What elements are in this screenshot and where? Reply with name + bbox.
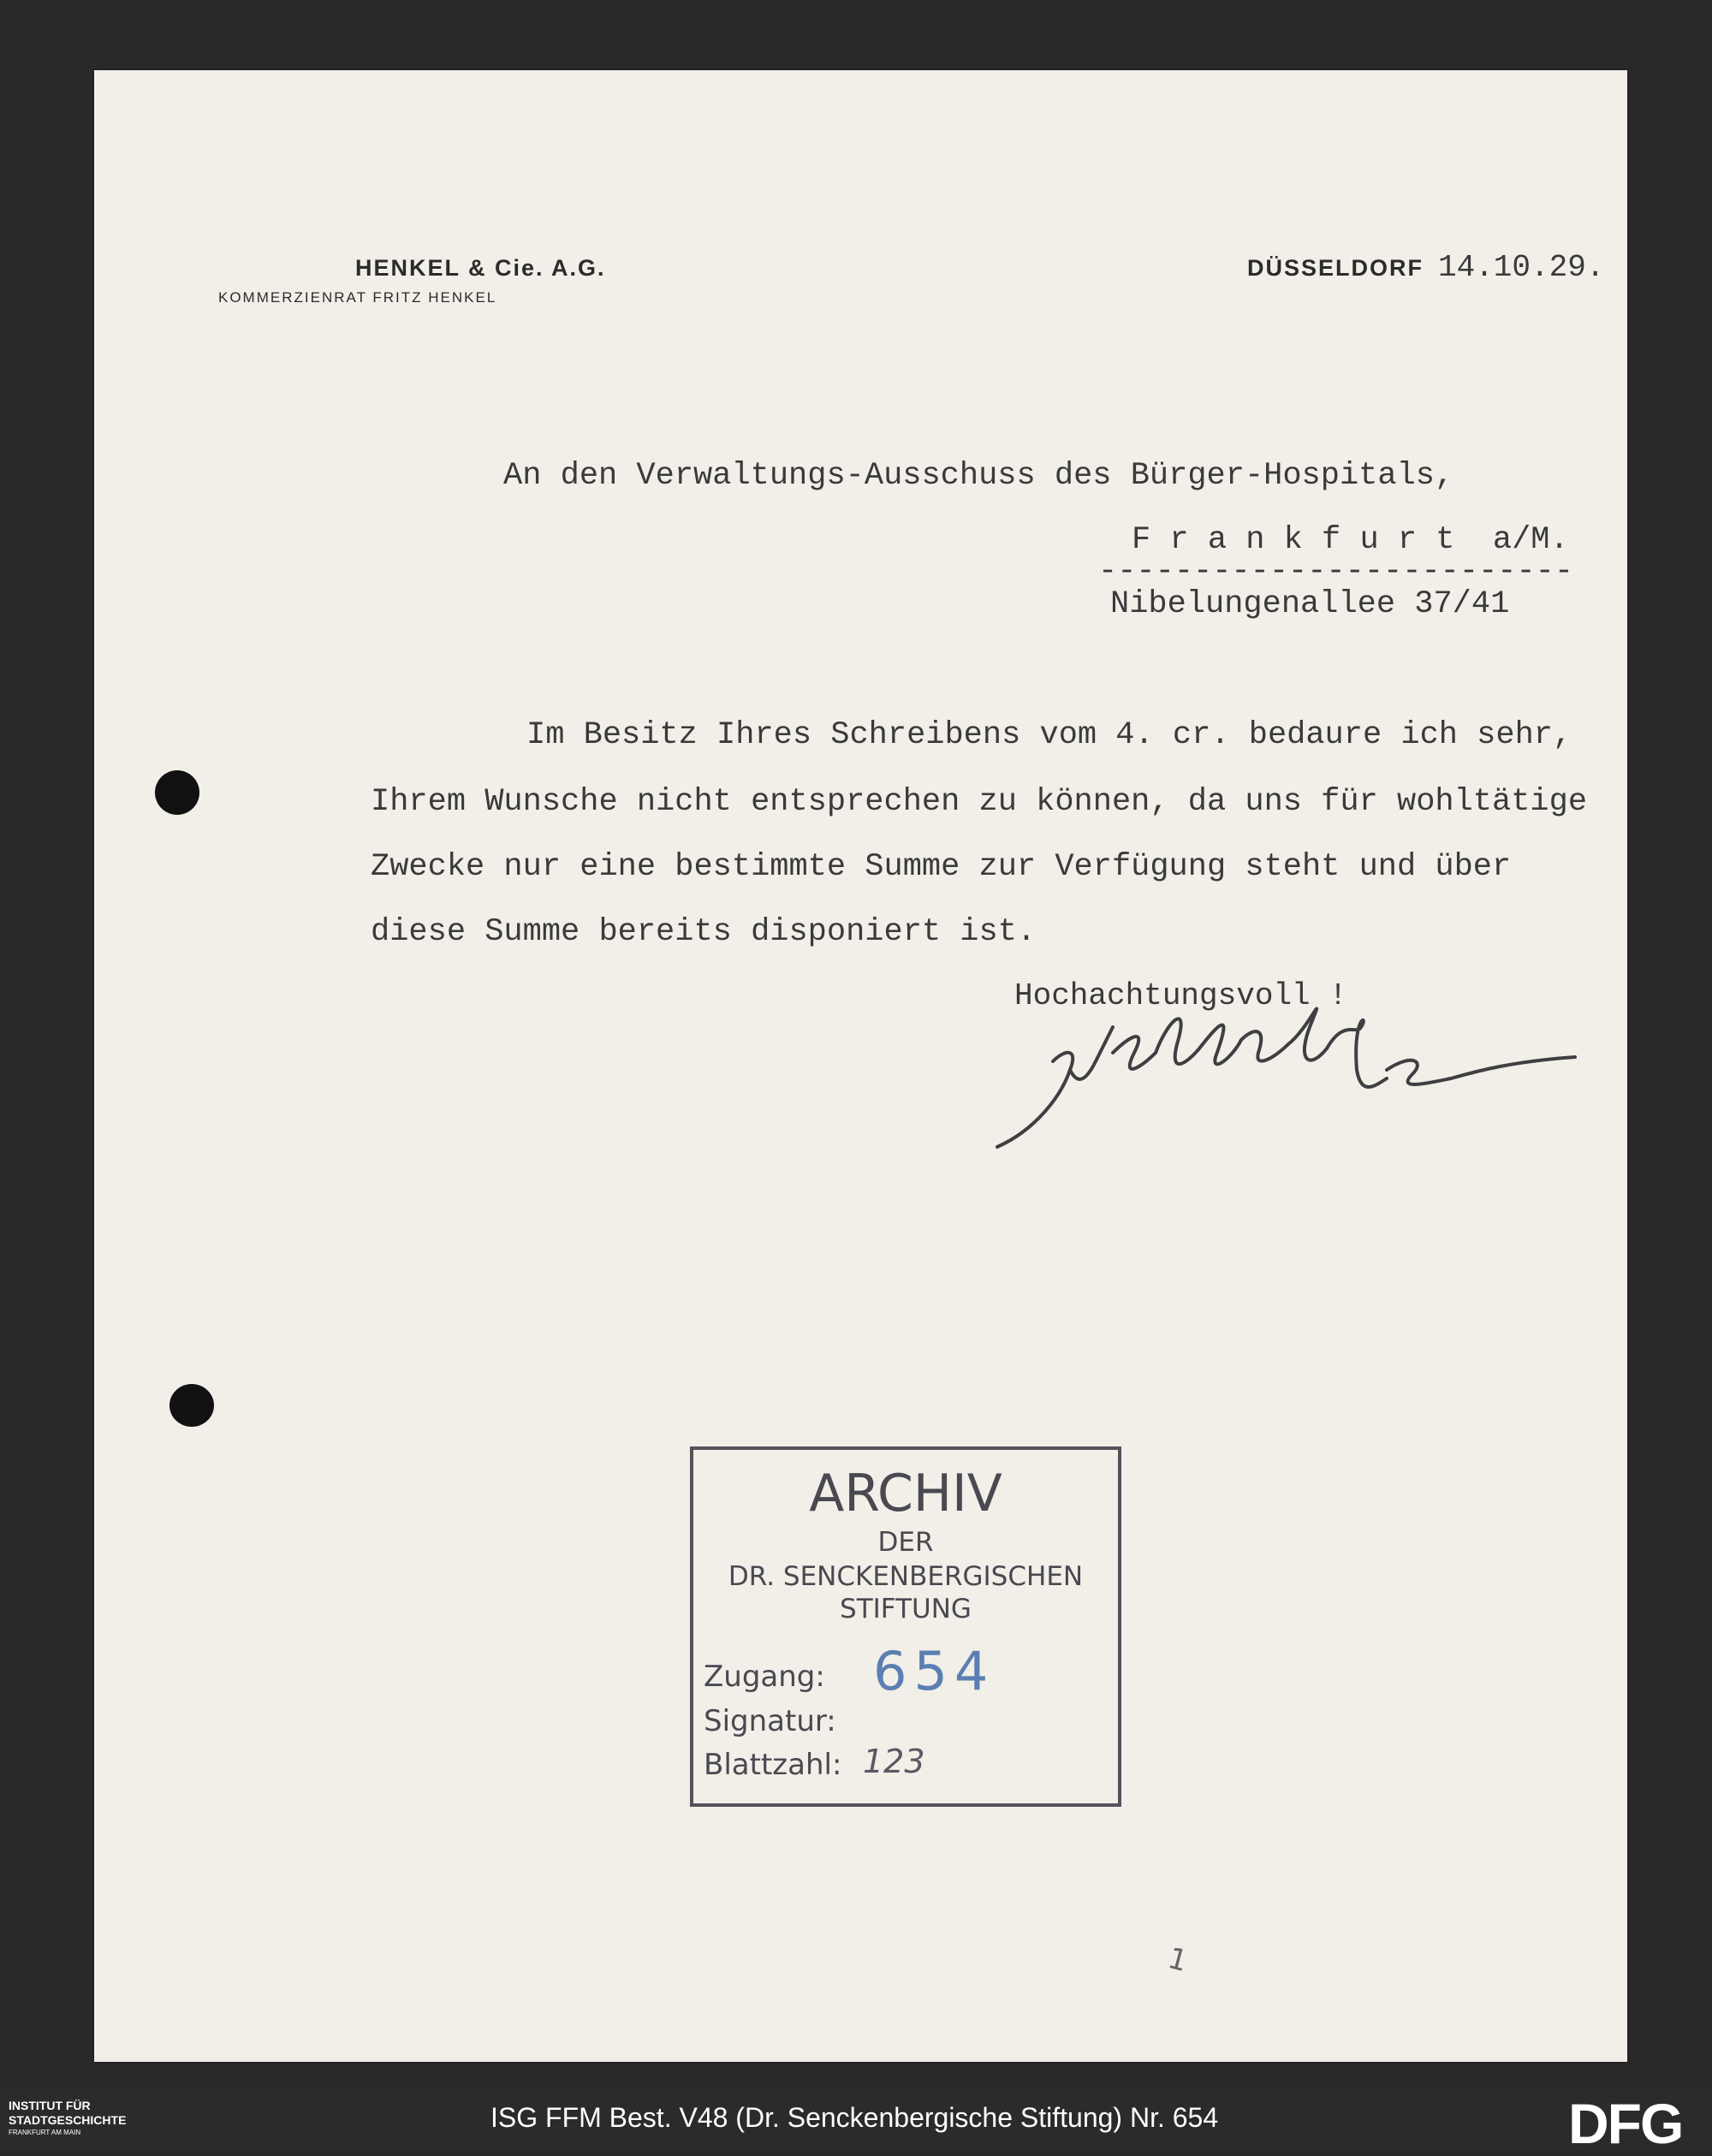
footer-institute-line-2: STADTGESCHICHTE (9, 2113, 127, 2127)
recipient-underline: ------------------------- (1098, 554, 1574, 590)
letterhead-person: KOMMERZIENRAT FRITZ HENKEL (218, 289, 497, 306)
stamp-line-1: DER (877, 1527, 934, 1558)
recipient-street: Nibelungenallee 37/41 (1110, 586, 1510, 622)
page-number-mark: 1 (1164, 1940, 1192, 1980)
footer-institute-line-3: FRANKFURT AM MAIN (9, 2129, 81, 2136)
closing: Hochachtungsvoll ! (1014, 978, 1347, 1013)
archive-stamp (690, 1446, 1121, 1807)
punch-hole-top (155, 770, 199, 815)
stamp-zugang-value: 654 (873, 1640, 996, 1702)
body-line-4: diese Summe bereits disponiert ist. (371, 914, 1037, 950)
letterhead-place: DÜSSELDORF (1247, 255, 1424, 281)
stamp-line-3: STIFTUNG (840, 1594, 972, 1624)
punch-hole-bottom (169, 1384, 214, 1427)
stamp-line-2: DR. SENCKENBERGISCHEN (728, 1561, 1084, 1592)
footer-institute-line-1: INSTITUT FÜR (9, 2099, 91, 2112)
dfg-logo: DFG (1568, 2092, 1683, 2155)
stamp-title: ARCHIV (809, 1464, 1002, 1523)
handwritten-signature (984, 976, 1584, 1173)
body-line-1: Im Besitz Ihres Schreibens vom 4. cr. bedaure ich sehr, (526, 717, 1572, 753)
stamp-blattzahl-label: Blattzahl: (704, 1748, 842, 1782)
body-line-3: Zwecke nur eine bestimmte Summe zur Verfügung steht und über (371, 849, 1512, 885)
letter-date: 14.10.29. (1438, 250, 1605, 285)
stamp-zugang-label: Zugang: (704, 1660, 825, 1694)
body-line-2: Ihrem Wunsche nicht entsprechen zu können, da uns für wohltätige (371, 784, 1588, 820)
recipient-line-1: An den Verwaltungs-Ausschuss des Bürger-Hospitals, (503, 458, 1454, 494)
stamp-blattzahl-value: 123 (863, 1743, 925, 1780)
stamp-signatur-label: Signatur: (704, 1704, 836, 1738)
recipient-city: F r a n k f u r t a/M. (1132, 522, 1569, 558)
footer-title: ISG FFM Best. V48 (Dr. Senckenbergische Stiftung) Nr. 654 (490, 2102, 1219, 2133)
letterhead-company: HENKEL & Cie. A.G. (355, 255, 606, 281)
